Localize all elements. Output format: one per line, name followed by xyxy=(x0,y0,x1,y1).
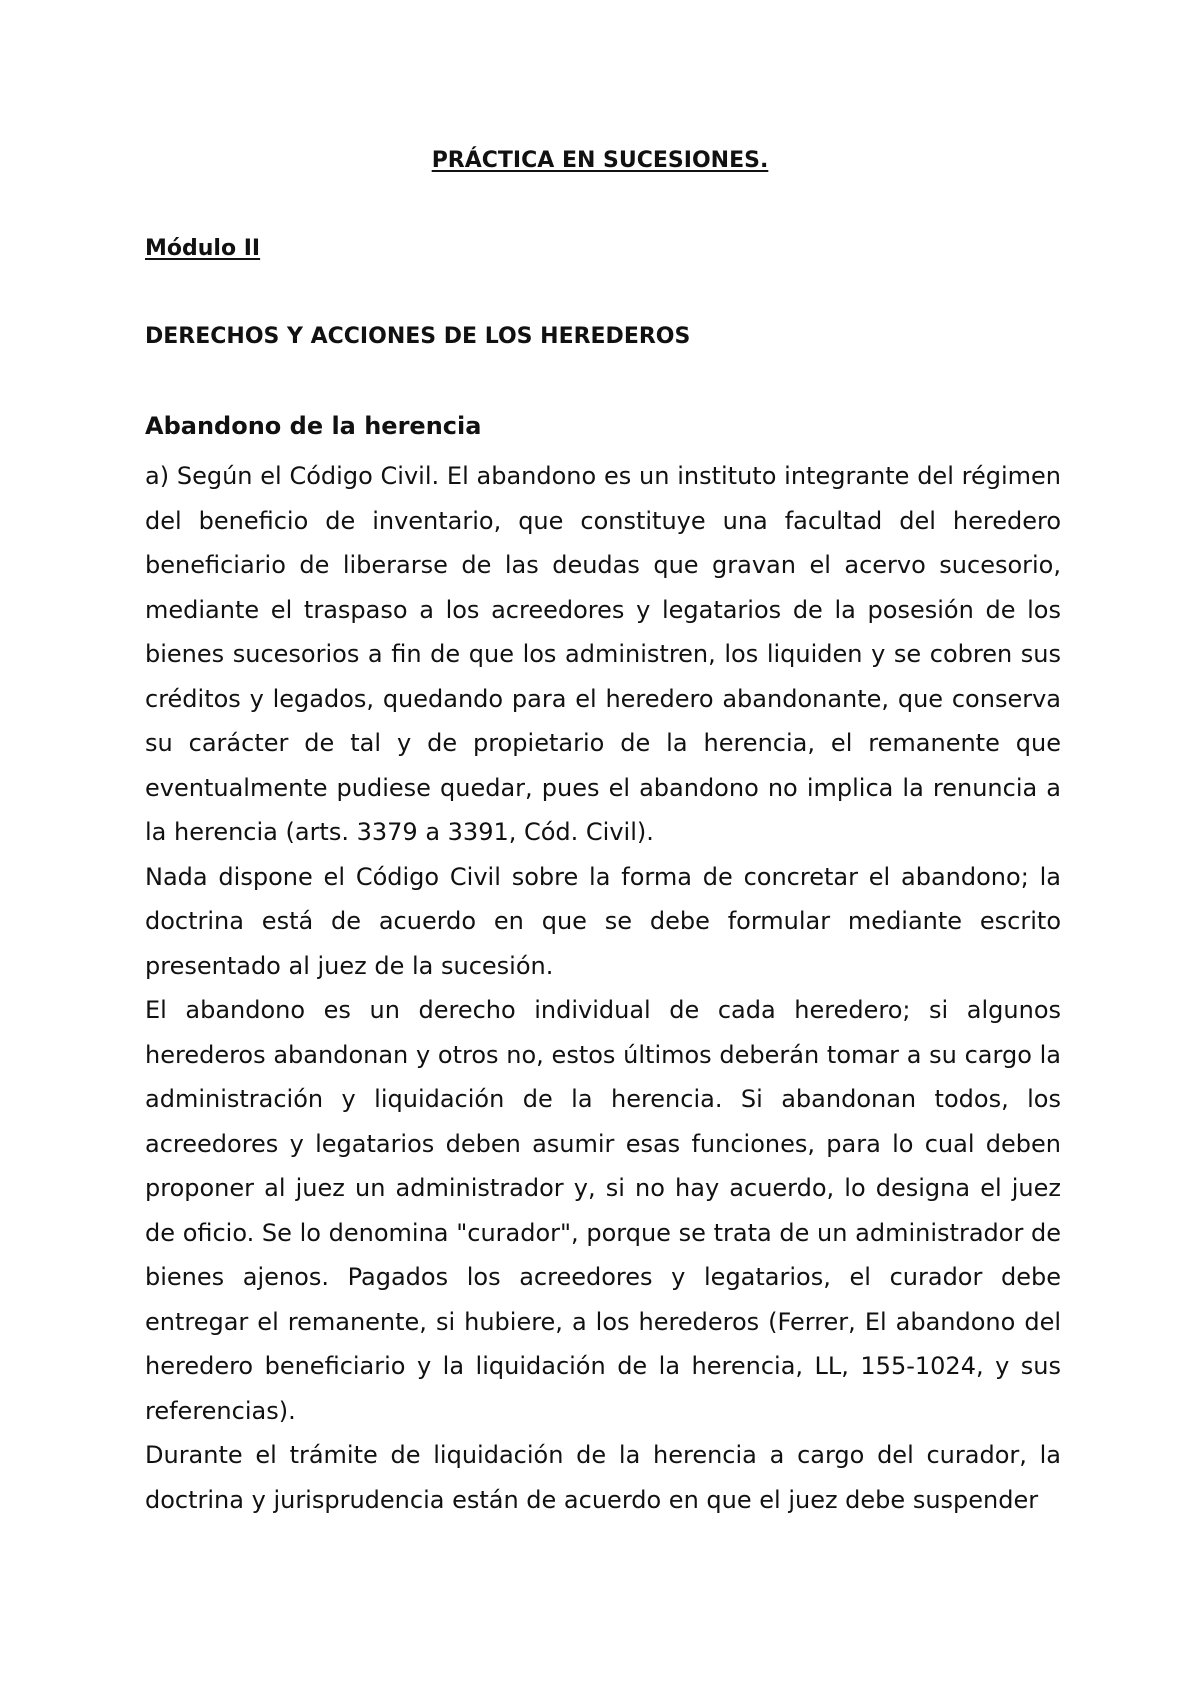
paragraph: El abandono es un derecho individual de cada heredero; si algunos herederos abandonan y otros no, estos últimos deberán tomar a su cargo la administración y liquidación de la herencia. Si abandonan todos, los acreedores y legatarios deben asumir esas funciones, para lo cual deben proponer al juez un administrador y, si no hay acuerdo, lo designa el juez de oficio. Se lo denomina "curador", porque se trata de un administrador de bienes ajenos. Pagados los acreedores y legatarios, el curador debe entregar el remanente, si hubiere, a los herederos (Ferrer, El abandono del heredero beneficiario y la liquidación de la herencia, LL, 155-1024, y sus referencias). xyxy=(145,996,1061,1425)
document-body xyxy=(145,454,1061,1522)
paragraph: a) Según el Código Civil. El abandono es un instituto integrante del régimen del beneficio de inventario, que constituye una facultad del heredero beneficiario de liberarse de las deudas que gravan el acervo sucesorio, mediante el traspaso a los acreedores y legatarios de la posesión de los bienes sucesorios a fin de que los administren, los liquiden y se cobren sus créditos y legados, quedando para el heredero abandonante, que conserva su carácter de tal y de propietario de la herencia, el remanente que eventualmente pudiese quedar, pues el abandono no implica la renuncia a la herencia (arts. 3379 a 3391, Cód. Civil). xyxy=(145,462,1061,846)
document-title: PRÁCTICA EN SUCESIONES. xyxy=(431,148,769,173)
paragraph: Nada dispone el Código Civil sobre la forma de concretar el abandono; la doctrina está de acuerdo en que se debe formular mediante escrito presentado al juez de la sucesión. xyxy=(145,862,1061,980)
subsection-heading: Abandono de la herencia xyxy=(145,412,482,440)
section-heading: DERECHOS Y ACCIONES DE LOS HEREDEROS xyxy=(145,324,691,349)
module-heading: Módulo II xyxy=(145,236,261,261)
paragraph: Durante el trámite de liquidación de la herencia a cargo del curador, la doctrina y jurisprudencia están de acuerdo en que el juez debe suspender xyxy=(145,1441,1061,1514)
